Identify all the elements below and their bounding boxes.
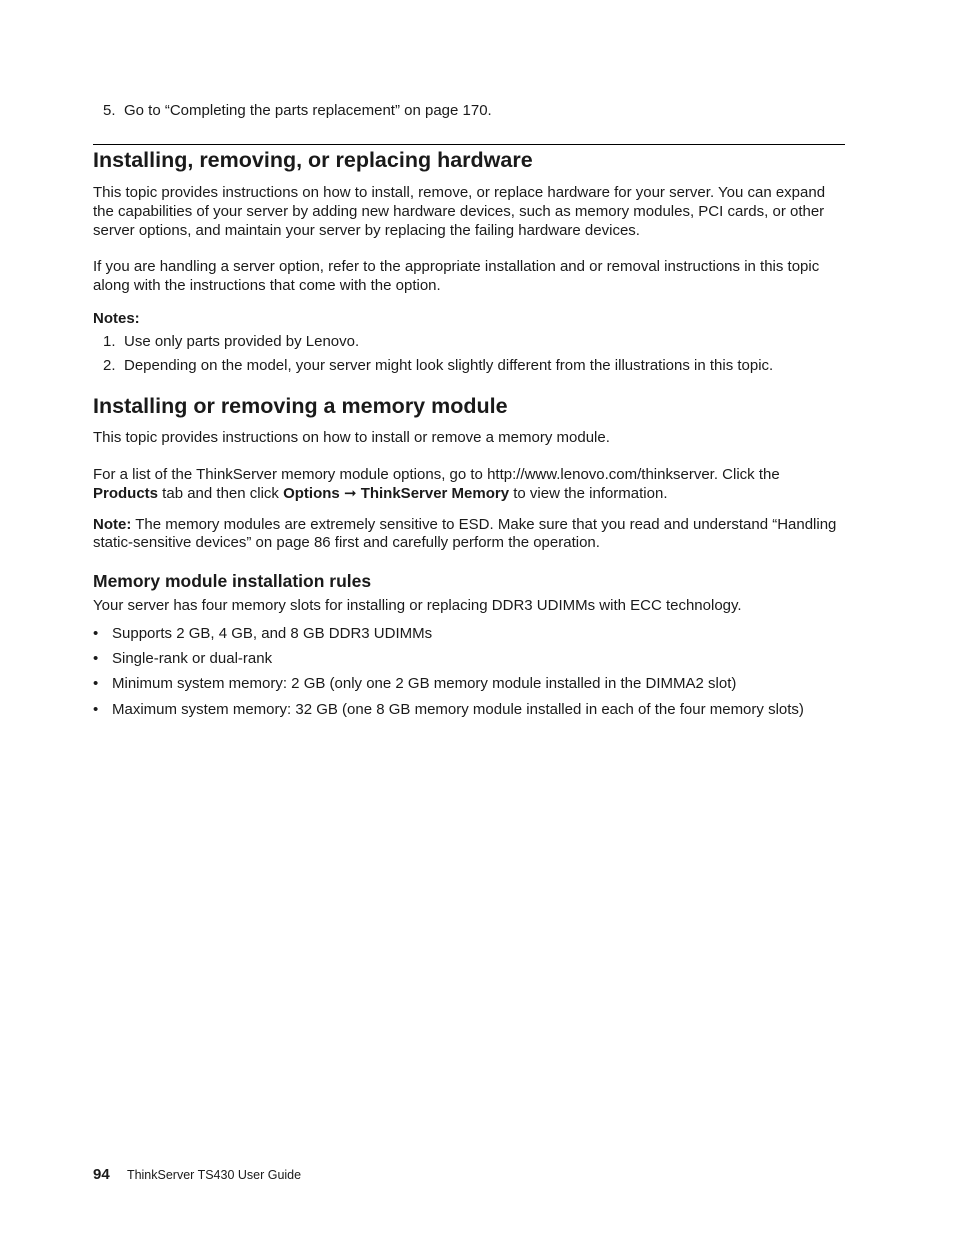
section-title-hardware: Installing, removing, or replacing hardware xyxy=(93,148,533,172)
arrow-icon: ➞ xyxy=(343,485,357,502)
list-text: Depending on the model, your server might look slightly different from the illustrations in this topic. xyxy=(124,357,774,374)
list-text: Supports 2 GB, 4 GB, and 8 GB DDR3 UDIMMs xyxy=(112,625,433,642)
list-text: Single-rank or dual-rank xyxy=(112,650,273,667)
memory-intro-paragraph: This topic provides instructions on how to install or remove a memory module. xyxy=(93,429,610,446)
notes-label: Notes: xyxy=(93,310,140,327)
list-item xyxy=(93,700,804,719)
bullet-icon: • xyxy=(93,625,99,642)
bullet-icon: • xyxy=(93,675,99,692)
subsection-title-rules: Memory module installation rules xyxy=(93,571,372,591)
document-title: ThinkServer TS430 User Guide xyxy=(126,1168,302,1182)
list-number: 1. xyxy=(103,333,116,350)
list-item xyxy=(103,356,773,375)
list-number: 5. xyxy=(103,102,116,119)
hardware-intro-paragraph: This topic provides instructions on how to install, remove, or replace hardware for your server. You can expand the capabilities of your server by adding new hardware devices, such as memory modules, PCI cards, or other server options, and maintain your server by replacing the failing hardware devices. xyxy=(93,184,826,239)
rules-intro-paragraph: Your server has four memory slots for installing or replacing DDR3 UDIMMs with ECC technology. xyxy=(93,597,742,614)
list-item xyxy=(103,332,773,351)
previous-steps-list xyxy=(103,101,492,120)
server-option-paragraph: If you are handling a server option, refer to the appropriate installation and or removal instructions in this topic along with the instructions that come with the option. xyxy=(93,258,820,294)
page-footer xyxy=(93,1166,301,1184)
list-item xyxy=(93,674,804,693)
bullet-icon: • xyxy=(93,701,99,718)
list-item xyxy=(93,624,804,643)
list-number: 2. xyxy=(103,357,116,374)
list-text: Go to “Completing the parts replacement” on page 170. xyxy=(124,102,492,119)
page-number: 94 xyxy=(93,1166,110,1183)
list-text: Minimum system memory: 2 GB (only one 2 GB memory module installed in the DIMMA2 slot) xyxy=(112,675,737,692)
note-label: Note: xyxy=(93,516,132,533)
memory-options-paragraph: For a list of the ThinkServer memory module options, go to http://www.lenovo.com/thinkserver. Click the Products tab and then click Options ➞ ThinkServer Memory to view the information. xyxy=(93,466,780,502)
list-item xyxy=(93,649,804,668)
options-label: Options xyxy=(283,485,340,502)
list-text: Use only parts provided by Lenovo. xyxy=(124,333,360,350)
section-divider xyxy=(93,144,845,145)
esd-note-paragraph: Note: The memory modules are extremely sensitive to ESD. Make sure that you read and understand “Handling static-sensitive devices” on page 86 first and carefully perform the operation. xyxy=(93,516,837,551)
section-title-memory: Installing or removing a memory module xyxy=(93,394,508,418)
products-tab-label: Products xyxy=(93,485,159,502)
list-text: Maximum system memory: 32 GB (one 8 GB memory module installed in each of the four memory slots) xyxy=(112,701,804,718)
list-item xyxy=(103,101,492,120)
notes-list xyxy=(103,332,773,375)
bullet-icon: • xyxy=(93,650,99,667)
rules-bullet-list xyxy=(93,624,804,719)
thinkserver-memory-label: ThinkServer Memory xyxy=(360,485,510,502)
